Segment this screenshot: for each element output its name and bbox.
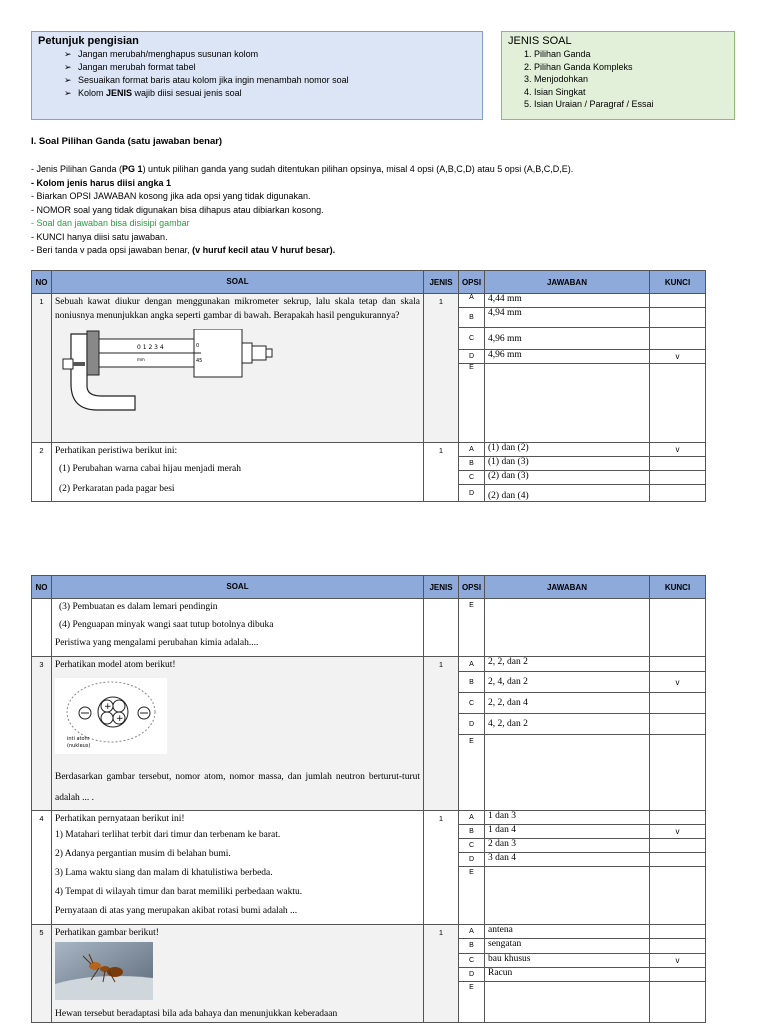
option-letter: D [459, 853, 485, 867]
kunci-cell[interactable] [650, 308, 706, 328]
answer-cell[interactable]: 1 dan 3 [485, 811, 650, 825]
arrow-icon: ➢ [64, 49, 72, 59]
answer-cell[interactable]: (1) dan (3) [485, 457, 650, 471]
answer-cell[interactable]: 3 dan 4 [485, 853, 650, 867]
petunjuk-item-jenis: Kolom JENIS wajib diisi sesuai jenis soal [78, 88, 242, 98]
question-jenis: 1 [424, 925, 459, 1023]
question-text: Perhatikan model atom berikut! [55, 660, 176, 670]
question-item: (3) Pembuatan es dalam lemari pendingin [59, 602, 218, 612]
svg-text:+: + [104, 702, 112, 712]
question-text: Peristiwa yang mengalami perubahan kimia adalah.... [55, 638, 259, 648]
header-opsi: OPSI [459, 271, 485, 294]
option-letter: D [459, 714, 485, 735]
question-text: Perhatikan gambar berikut! [55, 928, 159, 938]
answer-cell[interactable]: 4,94 mm [485, 308, 650, 328]
option-letter: A [459, 443, 485, 457]
jenis-soal-item: 1. Pilihan Ganda [534, 48, 728, 61]
question-cell [52, 443, 424, 502]
kunci-cell[interactable] [650, 471, 706, 485]
note-line: - Jenis Pilihan Ganda (PG 1) untuk pilihan ganda yang sudah ditentukan pilihan opsinya, misal 4 opsi (A,B,C,D) atau 5 opsi (A,B,C,D,E). [31, 164, 574, 174]
petunjuk-item [64, 87, 476, 100]
kunci-cell[interactable] [650, 485, 706, 502]
jenis-soal-list [508, 48, 728, 111]
option-letter: C [459, 328, 485, 350]
answer-cell[interactable]: 4, 2, dan 2 [485, 714, 650, 735]
question-item: (1) Perubahan warna cabai hijau menjadi merah [59, 464, 242, 474]
note-line: - KUNCI hanya diisi satu jawaban. [31, 231, 168, 242]
question-text: Pernyataan di atas yang merupakan akibat rotasi bumi adalah ... [55, 906, 298, 916]
kunci-cell[interactable] [650, 982, 706, 1023]
micrometer-figure [59, 329, 279, 411]
note-line-green: - Soal dan jawaban bisa disisipi gambar [31, 218, 190, 228]
note-line: - NOMOR soal yang tidak digunakan bisa dihapus atau dibiarkan kosong. [31, 204, 324, 215]
option-letter: B [459, 672, 485, 693]
svg-text:+: + [116, 714, 124, 724]
table-row [32, 925, 706, 939]
header-kunci: KUNCI [650, 271, 706, 294]
jenis-soal-box [501, 31, 735, 120]
question-cell [52, 811, 424, 925]
kunci-cell[interactable] [650, 294, 706, 308]
petunjuk-box [31, 31, 483, 120]
option-letter: C [459, 839, 485, 853]
kunci-cell[interactable] [650, 364, 706, 443]
question-table-1 [31, 270, 706, 502]
arrow-icon: ➢ [64, 88, 72, 98]
answer-cell[interactable]: (2) dan (3) [485, 471, 650, 485]
kunci-cell[interactable] [650, 735, 706, 811]
section-title: I. Soal Pilihan Ganda (satu jawaban benar) [31, 136, 223, 147]
kunci-cell[interactable] [650, 867, 706, 925]
kunci-cell[interactable] [650, 839, 706, 853]
header-jenis: JENIS [424, 576, 459, 599]
option-letter: B [459, 939, 485, 953]
option-letter: D [459, 485, 485, 502]
notes [31, 163, 731, 258]
question-text: Hewan tersebut beradaptasi bila ada bahaya dan menunjukkan keberadaan [55, 1009, 338, 1019]
answer-cell[interactable]: bau khusus [485, 953, 650, 967]
kunci-cell[interactable] [650, 328, 706, 350]
answer-cell[interactable]: sengatan [485, 939, 650, 953]
kunci-cell[interactable] [650, 853, 706, 867]
mm-label: mm [137, 357, 145, 362]
arrow-icon: ➢ [64, 62, 72, 72]
answer-cell[interactable]: (1) dan (2) [485, 443, 650, 457]
question-item: 2) Adanya pergantian musim di belahan bumi. [55, 849, 231, 859]
header-kunci: KUNCI [650, 576, 706, 599]
question-text: Berdasarkan gambar tersebut, nomor atom, nomor massa, dan jumlah neutron berturut-turut adalah ... . [55, 772, 420, 803]
kunci-cell[interactable]: v [650, 443, 706, 457]
option-letter: E [459, 867, 485, 925]
table-header [32, 576, 706, 599]
atom-caption: inti atom [67, 736, 90, 742]
table-header [32, 271, 706, 294]
header-no: NO [32, 576, 52, 599]
answer-cell[interactable]: 2, 4, dan 2 [485, 672, 650, 693]
answer-cell[interactable]: Racun [485, 967, 650, 981]
kunci-cell[interactable] [650, 967, 706, 981]
option-letter: A [459, 657, 485, 672]
option-letter: E [459, 599, 485, 657]
question-item: 3) Lama waktu siang dan malam di khatulistiwa berbeda. [55, 868, 273, 878]
table-row [32, 657, 706, 672]
petunjuk-title: Petunjuk pengisian [38, 35, 139, 47]
header-soal: SOAL [52, 271, 424, 294]
question-number [32, 599, 52, 657]
answer-cell[interactable] [485, 735, 650, 811]
header-jawaban: JAWABAN [485, 576, 650, 599]
option-letter: A [459, 811, 485, 825]
jenis-soal-item: 3. Menjodohkan [534, 73, 728, 86]
question-cell [52, 599, 424, 657]
kunci-cell[interactable]: v [650, 825, 706, 839]
option-letter: C [459, 953, 485, 967]
petunjuk-item: ➢ Jangan merubah/menghapus susunan kolom [64, 49, 259, 59]
kunci-cell[interactable] [650, 599, 706, 657]
answer-cell[interactable] [485, 982, 650, 1023]
question-jenis: 1 [424, 657, 459, 811]
question-jenis: 1 [424, 294, 459, 443]
table-row [32, 294, 706, 308]
question-number: 2 [32, 443, 52, 502]
kunci-cell[interactable] [650, 457, 706, 471]
question-table-2 [31, 575, 706, 1023]
question-jenis: 1 [424, 811, 459, 925]
answer-cell[interactable]: 1 dan 4 [485, 825, 650, 839]
thimble-zero: 0 [196, 343, 200, 349]
option-letter: D [459, 967, 485, 981]
answer-cell[interactable]: 4,96 mm [485, 328, 650, 350]
question-text: Perhatikan peristiwa berikut ini: [55, 446, 178, 456]
ant-photo [55, 942, 153, 1000]
kunci-cell[interactable] [650, 714, 706, 735]
question-item: (4) Penguapan minyak wangi saat tutup botolnya dibuka [59, 620, 274, 630]
note-line: - Biarkan OPSI JAWABAN kosong jika ada opsi yang tidak digunakan. [31, 191, 311, 201]
kunci-cell[interactable]: v [650, 953, 706, 967]
header-jawaban: JAWABAN [485, 271, 650, 294]
option-letter: E [459, 735, 485, 811]
question-item: 4) Tempat di wilayah timur dan barat memiliki perbedaan waktu. [55, 887, 303, 897]
question-item: 1) Matahari terlihat terbit dari timur dan terbenam ke barat. [55, 830, 281, 840]
atom-caption: (nukleus) [67, 743, 91, 749]
kunci-cell[interactable] [650, 811, 706, 825]
question-jenis [424, 599, 459, 657]
jenis-soal-item: 4. Isian Singkat [534, 86, 728, 99]
question-jenis: 1 [424, 443, 459, 502]
answer-cell[interactable]: 2 dan 3 [485, 839, 650, 853]
option-letter: B [459, 308, 485, 328]
question-text: Perhatikan pernyataan berikut ini! [55, 814, 185, 824]
option-letter: D [459, 350, 485, 364]
option-letter: E [459, 982, 485, 1023]
answer-cell[interactable] [485, 867, 650, 925]
option-letter: A [459, 294, 485, 308]
jenis-soal-item: 5. Isian Uraian / Paragraf / Essai [534, 98, 728, 111]
question-number: 4 [32, 811, 52, 925]
kunci-cell[interactable] [650, 657, 706, 672]
option-letter: C [459, 693, 485, 714]
scale-numbers: 0 1 2 3 4 [137, 344, 164, 351]
petunjuk-item: ➢ Sesuaikan format baris atau kolom jika ingin menambah nomor soal [64, 75, 349, 85]
kunci-cell[interactable] [650, 925, 706, 939]
jenis-soal-title: JENIS SOAL [508, 35, 572, 47]
question-number: 1 [32, 294, 52, 443]
petunjuk-item: ➢ Jangan merubah format tabel [64, 62, 196, 72]
option-letter: B [459, 825, 485, 839]
kunci-cell[interactable]: v [650, 350, 706, 364]
table-row [32, 599, 706, 657]
note-line: - Kolom jenis harus diisi angka 1 [31, 177, 172, 188]
kunci-cell[interactable] [650, 939, 706, 953]
answer-cell[interactable]: 4,44 mm [485, 294, 650, 308]
answer-cell[interactable]: 4,96 mm [485, 350, 650, 364]
question-cell [52, 294, 424, 443]
option-letter: A [459, 925, 485, 939]
answer-cell[interactable] [485, 599, 650, 657]
jenis-soal-item: 2. Pilihan Ganda Kompleks [534, 61, 728, 74]
arrow-icon: ➢ [64, 75, 72, 85]
option-letter: E [459, 364, 485, 443]
header-opsi: OPSI [459, 576, 485, 599]
answer-cell[interactable]: 2, 2, dan 2 [485, 657, 650, 672]
table-row [32, 811, 706, 825]
petunjuk-list [38, 48, 476, 100]
table-row [32, 443, 706, 457]
header-jenis: JENIS [424, 271, 459, 294]
header-soal: SOAL [52, 576, 424, 599]
answer-cell[interactable]: (2) dan (4) [485, 485, 650, 502]
answer-cell[interactable] [485, 364, 650, 443]
answer-cell[interactable]: 2, 2, dan 4 [485, 693, 650, 714]
kunci-cell[interactable] [650, 693, 706, 714]
question-cell [52, 925, 424, 1023]
header-no: NO [32, 271, 52, 294]
question-text: Sebuah kawat diukur dengan menggunakan mikrometer sekrup, lalu skala tetap dan skala noniusnya menunjukkan angka seperti gambar di bawah. Berapakah hasil pengukurannya? [55, 297, 420, 321]
kunci-cell[interactable]: v [650, 672, 706, 693]
question-number: 5 [32, 925, 52, 1023]
question-item: (2) Perkaratan pada pagar besi [59, 484, 175, 494]
option-letter: B [459, 457, 485, 471]
option-letter: C [459, 471, 485, 485]
question-cell [52, 657, 424, 811]
thimble-45: 45 [196, 358, 203, 364]
atom-model-figure [55, 678, 167, 754]
answer-cell[interactable]: antena [485, 925, 650, 939]
question-number: 3 [32, 657, 52, 811]
note-line: - Beri tanda v pada opsi jawaban benar, (v huruf kecil atau V huruf besar). [31, 245, 336, 255]
